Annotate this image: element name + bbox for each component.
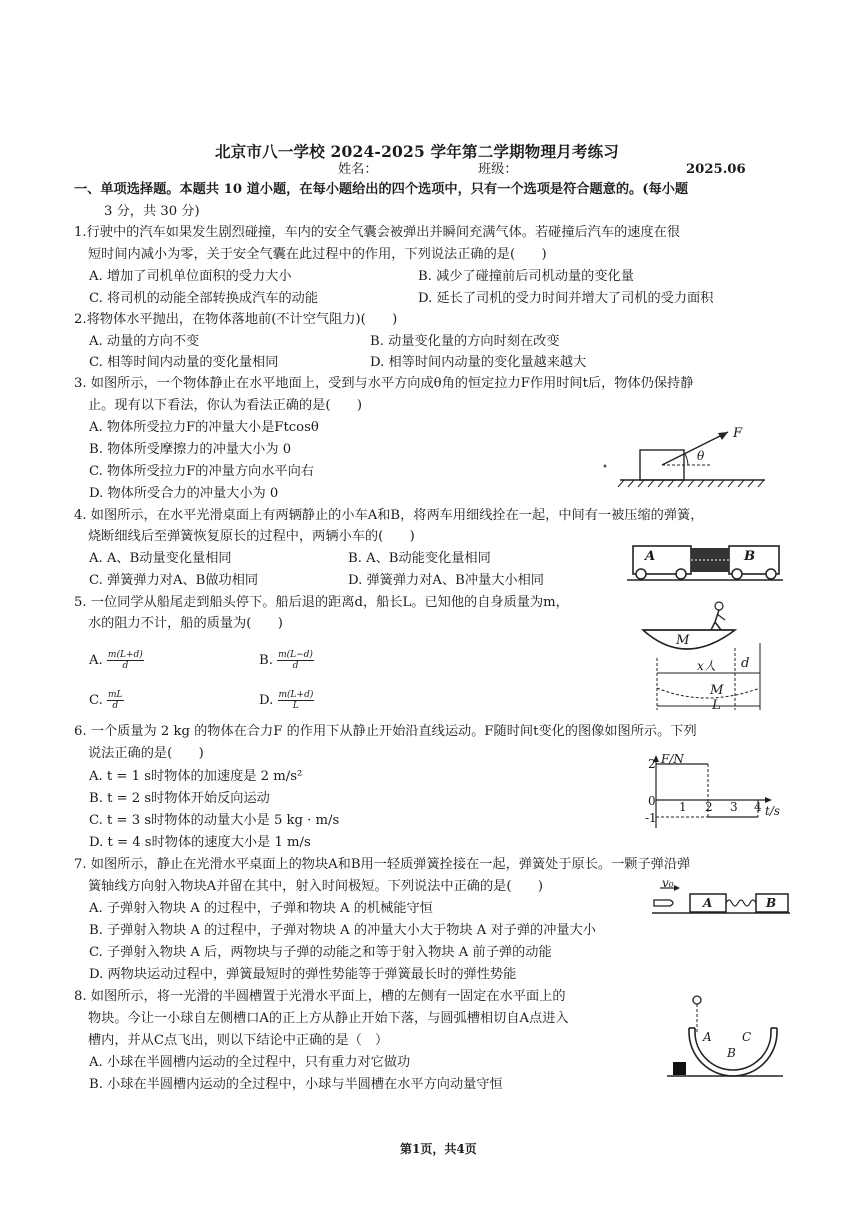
q1-stem-line2: 短时间内减小为零，关于安全气囊在此过程中的作用，下列说法正确的是( ): [88, 247, 547, 262]
q7-fig-block-b-label: B: [766, 896, 777, 910]
page-title: 北京市八一学校 2024-2025 学年第二学期物理月考练习: [215, 142, 620, 161]
q5-fig-length-label: L: [712, 698, 721, 713]
q6-fig-x-axis-label: t/s: [765, 804, 781, 818]
q8-stem-line2: 物块。今让一小球自左侧槽口A的正上方从静止开始下落，与圆弧槽相切自A点进入: [88, 1011, 569, 1026]
q6-option-a: A. t = 1 s时物体的加速度是 2 m/s²: [89, 769, 303, 784]
q6-fig-tick-x-1: 1: [679, 800, 687, 814]
q4-stem-line2: 烧断细线后至弹簧恢复原长的过程中，两辆小车的( ): [88, 529, 415, 544]
q6-fig-tick-x-3: 3: [730, 800, 738, 814]
q8-fig-point-b-label: B: [727, 1046, 736, 1060]
q4-option-a: A. A、B动量变化量相同: [89, 551, 232, 566]
q5-option-b-fraction: $\frac{m(L-d)}{d}$: [278, 650, 313, 671]
q3-stem-line1: 3. 如图所示，一个物体静止在水平地面上，受到与水平方向成θ角的恒定拉力F作用时间t后，物体仍保持静: [74, 376, 694, 391]
q6-fig-tick-x-2: 2: [705, 800, 713, 814]
q2-option-b: B. 动量变化量的方向时刻在改变: [370, 334, 560, 349]
q2-stem: 2.将物体水平抛出，在物体落地前(不计空气阻力)( ): [74, 312, 398, 327]
q8-option-b: B. 小球在半圆槽内运动的全过程中，小球与半圆槽在水平方向动量守恒: [89, 1077, 503, 1092]
q6-fig-tick-y-minus1: -1: [645, 811, 657, 825]
q6-fig-tick-x-4: 4: [754, 800, 762, 814]
q1-option-a: A. 增加了司机单位面积的受力大小: [89, 269, 292, 284]
q2-option-d: D. 相等时间内动量的变化量越来越大: [370, 355, 587, 370]
q1-option-b: B. 减少了碰撞前后司机动量的变化量: [418, 269, 634, 284]
q5-option-b-label: B.: [259, 653, 273, 668]
name-label: 姓名：: [338, 162, 378, 177]
q8-fig-point-c-label: C: [742, 1030, 752, 1044]
q4-option-b: B. A、B动能变化量相同: [348, 551, 491, 566]
q4-stem-line1: 4. 如图所示，在水平光滑桌面上有两辆静止的小车A和B，将两车用细线拴在一起，中间有一被压缩的弹簧，: [74, 508, 704, 523]
q6-fig-tick-y-0: 0: [648, 794, 656, 808]
q5-option-b: [259, 650, 314, 671]
q7-stem-line2: 簧轴线方向射入物块A并留在其中，射入时间极短。下列说法中正确的是( ): [88, 879, 543, 894]
q8-stem-line3: 槽内，并从C点飞出，则以下结论中正确的是（ ）: [88, 1033, 389, 1048]
q5-option-d: [259, 690, 314, 711]
q6-option-d: D. t = 4 s时物体的速度大小是 1 m/s: [89, 835, 311, 850]
q6-option-b: B. t = 2 s时物体开始反向运动: [89, 791, 270, 806]
q5-option-a: [89, 650, 144, 671]
q5-fig-distance-label: d: [741, 656, 750, 671]
q4-fig-cart-b-label: B: [744, 549, 756, 564]
q6-option-c: C. t = 3 s时物体的动量大小是 5 kg · m/s: [89, 813, 340, 828]
q5-option-a-label: A.: [89, 653, 103, 668]
q5-figure: [635, 598, 775, 713]
exam-date: 2025.06: [686, 162, 746, 177]
q5-stem-line2: 水的阻力不计，船的质量为( ): [88, 616, 283, 631]
q8-option-a: A. 小球在半圆槽内运动的全过程中，只有重力对它做功: [89, 1055, 411, 1070]
class-label: 班级：: [478, 162, 518, 177]
q7-option-c: C. 子弹射入物块 A 后，两物块与子弹的动能之和等于射入物块 A 前子弹的动能: [89, 945, 552, 960]
q3-option-a: A. 物体所受拉力F的冲量大小是Ftcosθ: [89, 420, 319, 435]
q5-stem-line1: 5. 一位同学从船尾走到船头停下。船后退的距离d，船长L。已知他的自身质量为m，: [74, 595, 569, 610]
q3-fig-angle-label: θ: [697, 449, 705, 463]
q7-option-d: D. 两物块运动过程中，弹簧最短时的弹性势能等于弹簧最长时的弹性势能: [89, 967, 517, 982]
q5-fig-boat-mass-label-2: M: [710, 683, 724, 698]
q3-option-c: C. 物体所受拉力F的冲量方向水平向右: [89, 464, 314, 479]
q3-option-d: D. 物体所受合力的冲量大小为 0: [89, 486, 279, 501]
q8-figure: [665, 992, 785, 1084]
q5-option-c-label: C.: [89, 693, 103, 708]
q1-stem-line1: 1.行驶中的汽车如果发生剧烈碰撞，车内的安全气囊会被弹出并瞬间充满气体。若碰撞后汽车的速度在很: [74, 225, 681, 240]
q5-option-a-fraction: $\frac{m(L+d)}{d}$: [107, 650, 143, 671]
q2-option-c: C. 相等时间内动量的变化量相同: [89, 355, 279, 370]
q3-option-b: B. 物体所受摩擦力的冲量大小为 0: [89, 442, 292, 457]
q5-option-c: [89, 690, 124, 711]
q5-option-c-fraction: $\frac{mL}{d}$: [108, 690, 123, 711]
q6-stem-line2: 说法正确的是( ): [88, 746, 204, 761]
q4-option-d: D. 弹簧弹力对A、B冲量大小相同: [348, 573, 544, 588]
q6-stem-line1: 6. 一个质量为 2 kg 的物体在合力F 的作用下从静止开始沿直线运动。F随时间t变化的图像如图所示。下列: [74, 724, 697, 739]
q3-stem-line2: 止。现有以下看法，你认为看法正确的是( ): [88, 398, 363, 413]
q4-option-c: C. 弹簧弹力对A、B做功相同: [89, 573, 259, 588]
q8-stem-line1: 8. 如图所示，将一光滑的半圆槽置于光滑水平面上，槽的左侧有一固定在水平面上的: [74, 989, 566, 1004]
q4-fig-cart-a-label: A: [645, 549, 656, 564]
q7-fig-velocity-label: v₀: [662, 876, 674, 890]
section-heading: 一、单项选择题。本题共 10 道小题，在每小题给出的四个选项中，只有一个选项是符合题意的。(每小题: [74, 182, 689, 197]
q6-fig-y-axis-label: F/N: [661, 752, 684, 766]
q7-option-b: B. 子弹射入物块 A 的过程中，子弹对物块 A 的冲量大小大于物块 A 对子弹的冲量大小: [89, 923, 596, 938]
q7-option-a: A. 子弹射入物块 A 的过程中，子弹和物块 A 的机械能守恒: [89, 901, 433, 916]
q5-option-d-label: D.: [259, 693, 274, 708]
q7-stem-line1: 7. 如图所示，静止在光滑水平桌面上的物块A和B用一轻质弹簧拴接在一起，弹簧处于原长。一颗子弹沿弹: [74, 857, 691, 872]
q5-option-d-fraction: $\frac{m(L+d)}{L}$: [278, 690, 314, 711]
q1-option-d: D. 延长了司机的受力时间并增大了司机的受力面积: [418, 291, 714, 306]
q3-figure: [600, 420, 770, 490]
q1-option-c: C. 将司机的动能全部转换成汽车的动能: [89, 291, 319, 306]
q5-fig-person-displacement-label: x人: [697, 659, 716, 673]
q5-fig-boat-mass-label: M: [676, 633, 690, 648]
section-heading-score: 3 分，共 30 分): [104, 204, 200, 219]
q7-fig-block-a-label: A: [703, 896, 713, 910]
q2-option-a: A. 动量的方向不变: [89, 334, 200, 349]
q8-fig-point-a-label: A: [703, 1030, 712, 1044]
q6-fig-tick-y-2: 2: [648, 757, 656, 771]
q3-fig-force-label: F: [733, 426, 743, 441]
page-number: 第1页，共4页: [400, 1142, 477, 1156]
